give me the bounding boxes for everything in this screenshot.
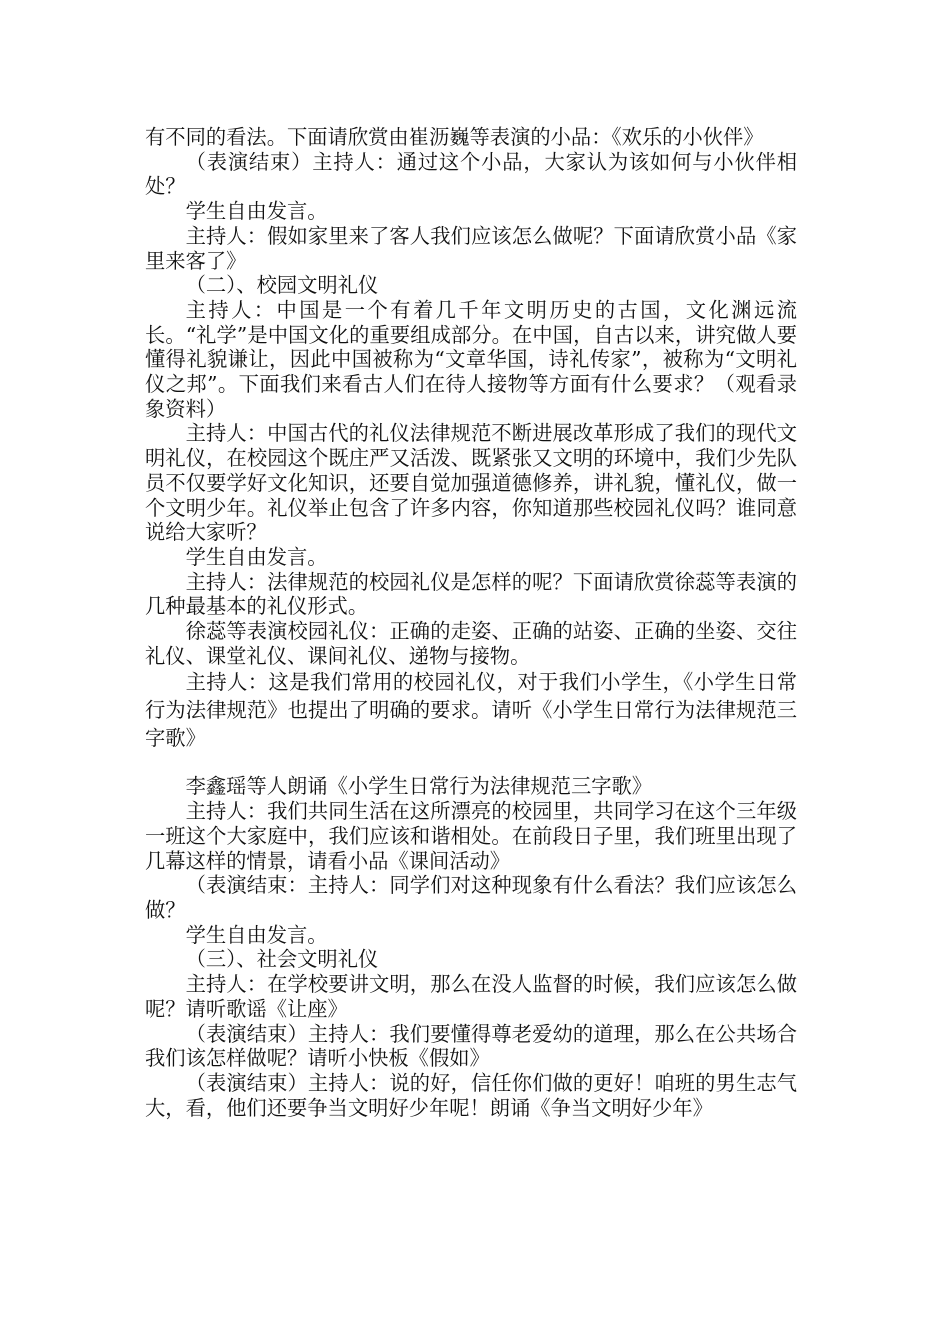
paragraph-13: 主持人：我们共同生活在这所漂亮的校园里，共同学习在这个三年级一班这个大家庭中，我们应该和谐相处。在前段日子里，我们班里出现了几幕这样的情景，请看小品《课间活动》: [145, 799, 797, 873]
paragraph-4: 主持人：假如家里来了客人我们应该怎么做呢？下面请欣赏小品《家里来客了》: [145, 223, 797, 273]
paragraph-1: 有不同的看法。下面请欣赏由崔沥巍等表演的小品：《欢乐的小伙伴》: [145, 125, 764, 149]
paragraph-14: （表演结束：主持人：同学们对这种现象有什么看法？我们应该怎么做？: [145, 873, 797, 922]
paragraph-7: 主持人：中国古代的礼仪法律规范不断进展改革形成了我们的现代文明礼仪，在校园这个既庄严又活泼、既紧张又文明的环境中，我们少先队员不仅要学好文化知识，还要自觉加强道德修养，讲礼貌，懂礼仪，做一个文明少年。礼仪举止包含了许多内容，你知道那些校园礼仪吗？谁同意说给大家听？: [145, 421, 797, 545]
paragraph-18: （表演结束）主持人：我们要懂得尊老爱幼的道理，那么在公共场合我们该怎样做呢？请听小快板《假如》: [145, 1021, 797, 1071]
paragraph-15: 学生自由发言。: [185, 922, 328, 947]
document-body: [145, 125, 797, 1120]
paragraph-9: 主持人：法律规范的校园礼仪是怎样的呢？下面请欣赏徐蕊等表演的几种最基本的礼仪形式。: [145, 569, 797, 619]
paragraph-6: 主持人：中国是一个有着几千年文明历史的古国，文化渊远流长。“礼学”是中国文化的重要组成部分。在中国，自古以来，讲究做人要懂得礼貌谦让，因此中国被称为“文章华国，诗礼传家”，被称为“文明礼仪之邦”。下面我们来看古人们在待人接物等方面有什么要求？（观看录象资料）: [145, 297, 797, 421]
paragraph-12: 李鑫瑶等人朗诵《小学生日常行为法律规范三字歌》: [185, 774, 653, 799]
section-heading-3: （三）、社会文明礼仪: [185, 947, 379, 972]
paragraph-3: 学生自由发言。: [185, 199, 328, 224]
paragraph-10: 徐蕊等表演校园礼仪：正确的走姿、正确的站姿、正确的坐姿、交往礼仪、课堂礼仪、课间礼仪、递物与接物。: [145, 619, 797, 668]
paragraph-8: 学生自由发言。: [185, 544, 328, 569]
section-heading-2: （二）、校园文明礼仪: [185, 273, 379, 298]
paragraph-2: （表演结束）主持人：通过这个小品，大家认为该如何与小伙伴相处？: [145, 149, 797, 199]
paragraph-11: 主持人：这是我们常用的校园礼仪，对于我们小学生，《小学生日常行为法律规范》也提出了明确的要求。请听《小学生日常行为法律规范三字歌》: [145, 670, 797, 751]
paragraph-19: （表演结束）主持人：说的好，信任你们做的更好！咱班的男生志气大，看，他们还要争当文明好少年呢！朗诵《争当文明好少年》: [145, 1070, 797, 1120]
paragraph-17: 主持人：在学校要讲文明，那么在没人监督的时候，我们应该怎么做呢？请听歌谣《让座》: [145, 972, 797, 1021]
